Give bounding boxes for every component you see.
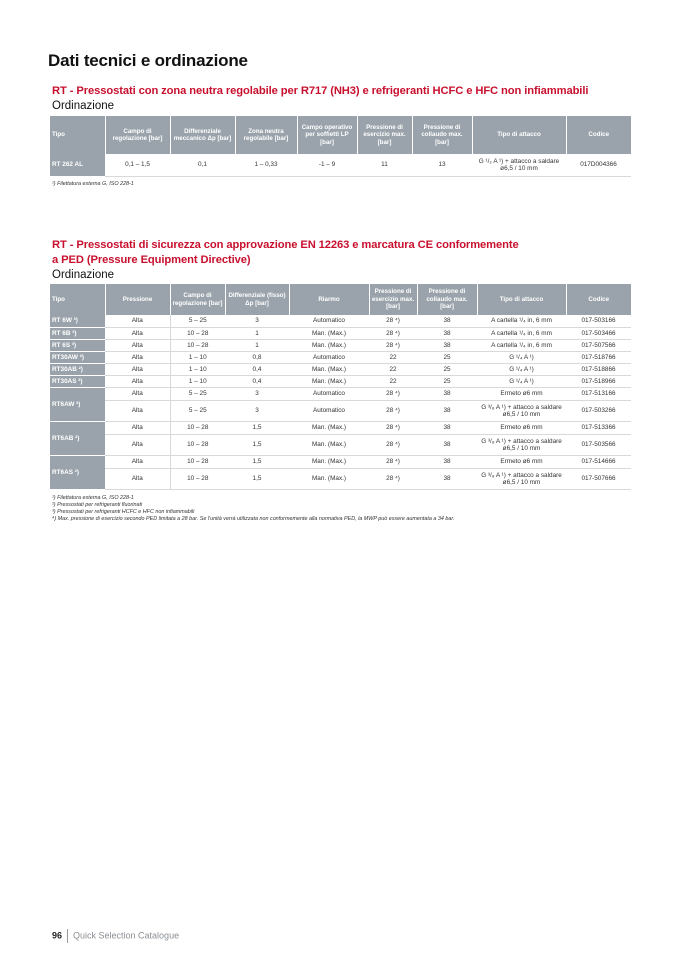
table-cell: 38 xyxy=(417,455,477,468)
section1-notes xyxy=(52,181,134,188)
header-cell: Zona neutra regolabile [bar] xyxy=(235,116,297,154)
table-cell: 017-513366 xyxy=(566,421,631,434)
table-cell: 28 ⁴) xyxy=(369,387,417,400)
table-cell: 0,1 xyxy=(170,154,235,176)
table-cell: 28 ⁴) xyxy=(369,434,417,455)
header-cell: Differenziale (fisso) Δp [bar] xyxy=(225,284,289,315)
table-cell: Man. (Max.) xyxy=(289,468,369,489)
table-row xyxy=(50,327,631,339)
table-cell: 38 xyxy=(417,387,477,400)
table-cell: 017-503566 xyxy=(566,434,631,455)
table-cell: 13 xyxy=(412,154,472,176)
table-cell: 22 xyxy=(369,375,417,387)
table-cell: Man. (Max.) xyxy=(289,434,369,455)
table-cell: 017-503266 xyxy=(566,400,631,421)
type-cell: RT 6S ³) xyxy=(50,339,105,351)
table-row xyxy=(50,315,631,327)
table-row xyxy=(50,154,631,176)
table-cell: 38 xyxy=(417,468,477,489)
table-cell: 25 xyxy=(417,351,477,363)
table-cell: G ¹/₄ A ¹) xyxy=(477,363,566,375)
type-cell: RT30AB ²) xyxy=(50,363,105,375)
header-cell: Riarmo xyxy=(289,284,369,315)
table-cell: G ³/₈ A ¹) + attacco a saldare ø6,5 / 10 mm xyxy=(477,434,566,455)
table-cell: 38 xyxy=(417,421,477,434)
table-cell: 0,1 – 1,5 xyxy=(105,154,170,176)
header-cell: Tipo di attacco xyxy=(472,116,566,154)
table-cell: 0,4 xyxy=(225,375,289,387)
table-cell: 0,8 xyxy=(225,351,289,363)
table-cell: Alta xyxy=(105,468,170,489)
section2-title-line1: RT - Pressostati di sicurezza con approvazione EN 12263 e marcatura CE conformemente xyxy=(52,239,519,251)
table-row xyxy=(50,339,631,351)
table-cell: Alta xyxy=(105,400,170,421)
table-cell: Automatico xyxy=(289,315,369,327)
table-cell: Alta xyxy=(105,315,170,327)
table-cell: 017-503466 xyxy=(566,327,631,339)
table-cell: 1 xyxy=(225,327,289,339)
table-cell: Man. (Max.) xyxy=(289,363,369,375)
table-cell: Alta xyxy=(105,434,170,455)
table-cell: Ermeto ø6 mm xyxy=(477,387,566,400)
type-cell: RT 6B ³) xyxy=(50,327,105,339)
type-cell: RT6AW ²) xyxy=(50,387,105,421)
table-cell: 1,5 xyxy=(225,455,289,468)
table-cell: Alta xyxy=(105,363,170,375)
type-cell: RT30AW ²) xyxy=(50,351,105,363)
table-cell: -1 – 9 xyxy=(297,154,357,176)
footer-divider xyxy=(67,929,68,943)
section1-header-row xyxy=(50,116,631,154)
table-cell: 28 ⁴) xyxy=(369,400,417,421)
table-cell: Man. (Max.) xyxy=(289,327,369,339)
table-cell: Ermeto ø6 mm xyxy=(477,455,566,468)
catalogue-name: Quick Selection Catalogue xyxy=(73,930,180,941)
table-cell: 017-507566 xyxy=(566,339,631,351)
section1-title: RT - Pressostati con zona neutra regolabile per R717 (NH3) e refrigeranti HCFC e HFC non infiammabili xyxy=(52,85,589,97)
type-cell: RT 262 AL xyxy=(50,154,105,176)
section2-subtitle: Ordinazione xyxy=(52,269,115,281)
table-cell: 017-507666 xyxy=(566,468,631,489)
table-row xyxy=(50,434,631,455)
table-cell: Ermeto ø6 mm xyxy=(477,421,566,434)
header-cell: Campo operativo per soffietti LP [bar] xyxy=(297,116,357,154)
table-cell: Alta xyxy=(105,455,170,468)
section2-notes xyxy=(52,495,454,523)
table-cell: 5 – 25 xyxy=(170,315,225,327)
table-cell: Automatico xyxy=(289,351,369,363)
table-cell: 25 xyxy=(417,375,477,387)
table-cell: 28 ⁴) xyxy=(369,455,417,468)
table-cell: 10 – 28 xyxy=(170,434,225,455)
table-cell: 38 xyxy=(417,434,477,455)
table-cell: 22 xyxy=(369,363,417,375)
table-cell: 10 – 28 xyxy=(170,327,225,339)
table-cell: 1 – 10 xyxy=(170,375,225,387)
table-cell: 3 xyxy=(225,315,289,327)
table-cell: Alta xyxy=(105,339,170,351)
table-cell: A cartella ¹/₄ in, 6 mm xyxy=(477,327,566,339)
table-cell: Man. (Max.) xyxy=(289,339,369,351)
table-cell: Man. (Max.) xyxy=(289,421,369,434)
table-row xyxy=(50,351,631,363)
section2-header-row xyxy=(50,284,631,315)
header-cell: Tipo xyxy=(50,116,105,154)
table-cell: Alta xyxy=(105,387,170,400)
table-cell: 10 – 28 xyxy=(170,421,225,434)
header-cell: Differenziale meccanico Δp [bar] xyxy=(170,116,235,154)
footnote: ²) Pressostati per refrigeranti fluorinati xyxy=(52,502,143,508)
table-cell: Man. (Max.) xyxy=(289,455,369,468)
table-cell: 28 ⁴) xyxy=(369,327,417,339)
header-cell: Pressione xyxy=(105,284,170,315)
table-cell: 38 xyxy=(417,327,477,339)
table-cell: 28 ⁴) xyxy=(369,421,417,434)
table-cell: A cartella ¹/₄ in, 6 mm xyxy=(477,315,566,327)
table-cell: 10 – 28 xyxy=(170,468,225,489)
table-cell: 38 xyxy=(417,400,477,421)
table-cell: 25 xyxy=(417,363,477,375)
table-cell: 1 xyxy=(225,339,289,351)
footnote: ¹) Filettatura esterna G, ISO 228-1 xyxy=(52,181,134,187)
table-cell: 10 – 28 xyxy=(170,339,225,351)
table-cell: G ¹/₄ A ¹) xyxy=(477,351,566,363)
table-cell: Alta xyxy=(105,375,170,387)
table-cell: G ¹/₂ A ¹) + attacco a saldare ø6,5 / 10 mm xyxy=(472,154,566,176)
header-cell: Codice xyxy=(566,284,631,315)
table-cell: Alta xyxy=(105,421,170,434)
table-cell: A cartella ¹/₄ in, 6 mm xyxy=(477,339,566,351)
table-cell: 1 – 10 xyxy=(170,351,225,363)
table-cell: 22 xyxy=(369,351,417,363)
type-cell: RT6AB ²) xyxy=(50,421,105,455)
page-number: 96 xyxy=(52,930,63,941)
table-cell: 3 xyxy=(225,387,289,400)
footnote: ⁴) Max. pressione di esercizio secondo PED limitata a 28 bar. Se l'unità verrà utilizzata non conformemente alla normativa PED, la MWP può essere aumentata a 34 bar. xyxy=(52,516,455,522)
section2-title-line2: a PED (Pressure Equipment Directive) xyxy=(52,254,251,266)
table-row xyxy=(50,375,631,387)
table-row xyxy=(50,387,631,400)
table-cell: Man. (Max.) xyxy=(289,375,369,387)
table-cell: 017-518966 xyxy=(566,375,631,387)
header-cell: Pressione di esercizio max. [bar] xyxy=(369,284,417,315)
type-cell: RT30AS ²) xyxy=(50,375,105,387)
table-cell: G ¹/₄ A ¹) xyxy=(477,375,566,387)
table-cell: 017-513166 xyxy=(566,387,631,400)
section2-title xyxy=(52,238,519,268)
section1-subtitle: Ordinazione xyxy=(52,100,115,112)
page-footer xyxy=(52,929,179,943)
table-cell: 1,5 xyxy=(225,434,289,455)
table-row xyxy=(50,455,631,468)
table-cell: 0,4 xyxy=(225,363,289,375)
footnote: ³) Pressostati per refrigeranti HCFC e HFC non infiammabili xyxy=(52,509,195,515)
table-cell: 017-518866 xyxy=(566,363,631,375)
table-cell: G ³/₈ A ¹) + attacco a saldare ø6,5 / 10 mm xyxy=(477,468,566,489)
table-cell: Automatico xyxy=(289,387,369,400)
table-cell: Alta xyxy=(105,327,170,339)
table-cell: 1,5 xyxy=(225,468,289,489)
table-cell: 38 xyxy=(417,315,477,327)
table-cell: 017D004366 xyxy=(566,154,631,176)
table-cell: 1 – 10 xyxy=(170,363,225,375)
section2-table xyxy=(50,284,631,490)
table-cell: Alta xyxy=(105,351,170,363)
table-cell: 1 – 0,33 xyxy=(235,154,297,176)
table-cell: 017-514666 xyxy=(566,455,631,468)
table-cell: G ³/₈ A ¹) + attacco a saldare ø6,5 / 10 mm xyxy=(477,400,566,421)
type-cell: RT6AS ²) xyxy=(50,455,105,489)
table-cell: 28 ⁴) xyxy=(369,339,417,351)
table-cell: 5 – 25 xyxy=(170,400,225,421)
footnote: ¹) Filettatura esterna G, ISO 228-1 xyxy=(52,495,134,501)
table-cell: 017-518766 xyxy=(566,351,631,363)
table-cell: 5 – 25 xyxy=(170,387,225,400)
page-title: Dati tecnici e ordinazione xyxy=(48,51,248,70)
table-cell: 11 xyxy=(357,154,412,176)
table-cell: Automatico xyxy=(289,400,369,421)
type-cell: RT 6W ³) xyxy=(50,315,105,327)
table-cell: 10 – 28 xyxy=(170,455,225,468)
header-cell: Codice xyxy=(566,116,631,154)
table-row xyxy=(50,421,631,434)
header-cell: Tipo xyxy=(50,284,105,315)
table-cell: 3 xyxy=(225,400,289,421)
table-cell: 28 ⁴) xyxy=(369,468,417,489)
table-cell: 38 xyxy=(417,339,477,351)
header-cell: Pressione di collaudo max. [bar] xyxy=(417,284,477,315)
table-cell: 017-503166 xyxy=(566,315,631,327)
header-cell: Pressione di collaudo max. [bar] xyxy=(412,116,472,154)
header-cell: Pressione di esercizio max. [bar] xyxy=(357,116,412,154)
table-cell: 28 ⁴) xyxy=(369,315,417,327)
table-row xyxy=(50,468,631,489)
table-row xyxy=(50,363,631,375)
header-cell: Tipo di attacco xyxy=(477,284,566,315)
section1-table xyxy=(50,116,631,177)
header-cell: Campo di regolazione [bar] xyxy=(170,284,225,315)
table-row xyxy=(50,400,631,421)
table-cell: 1,5 xyxy=(225,421,289,434)
header-cell: Campo di regolazione [bar] xyxy=(105,116,170,154)
